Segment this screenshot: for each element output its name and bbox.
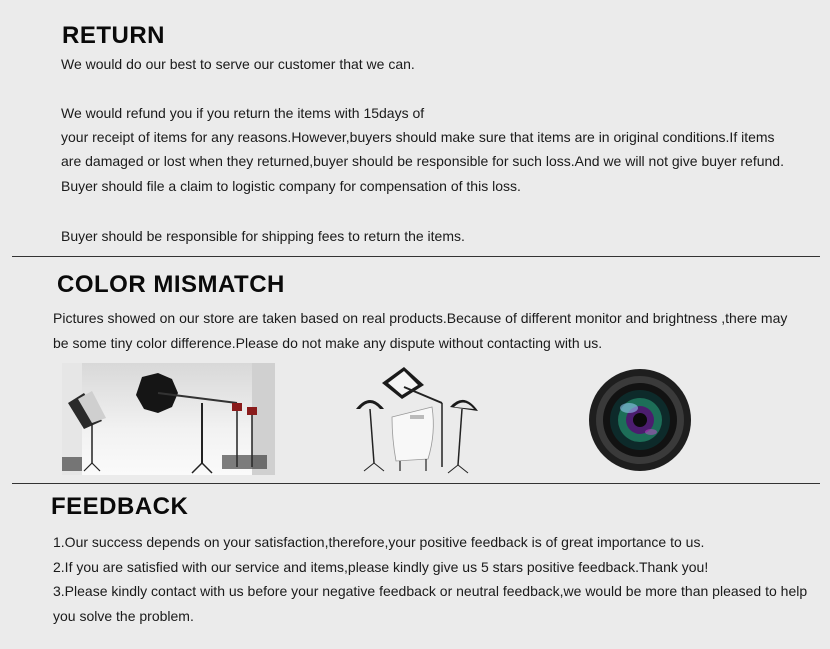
color-mismatch-title: COLOR MISMATCH xyxy=(57,271,285,298)
return-line-6: Buyer should be responsible for shipping fees to return the items. xyxy=(61,228,465,244)
return-title: RETURN xyxy=(62,22,165,49)
return-line-1: We would do our best to serve our customer that we can. xyxy=(61,56,415,72)
return-line-3: your receipt of items for any reasons.However,buyers should make sure that items are in original conditions.If items xyxy=(61,129,775,145)
feedback-line-3: 3.Please kindly contact with us before your negative feedback or neutral feedback,we would be more than pleased to help xyxy=(53,583,808,599)
camera-lens-image xyxy=(585,367,695,473)
feedback-line-4: you solve the problem. xyxy=(53,608,194,624)
studio-lights-table-image xyxy=(352,363,482,475)
feedback-line-2: 2.If you are satisfied with our service and items,please kindly give us 5 stars positive feedback.Thank you! xyxy=(53,559,709,575)
section-divider xyxy=(12,256,820,257)
return-line-4: are damaged or lost when they returned,buyer should be responsible for such loss.And we will not give buyer refund. xyxy=(61,153,784,169)
color-mismatch-line-2: be some tiny color difference.Please do not make any dispute without contacting with us. xyxy=(53,335,603,351)
feedback-title: FEEDBACK xyxy=(51,493,189,520)
section-divider xyxy=(12,483,820,484)
return-line-5: Buyer should file a claim to logistic company for compensation of this loss. xyxy=(61,178,521,194)
return-line-2: We would refund you if you return the items with 15days of xyxy=(61,105,425,121)
photo-studio-image xyxy=(62,363,275,475)
color-mismatch-line-1: Pictures showed on our store are taken based on real products.Because of different monitor and brightness ,there may xyxy=(53,310,788,326)
feedback-line-1: 1.Our success depends on your satisfaction,therefore,your positive feedback is of great importance to us. xyxy=(53,534,705,550)
